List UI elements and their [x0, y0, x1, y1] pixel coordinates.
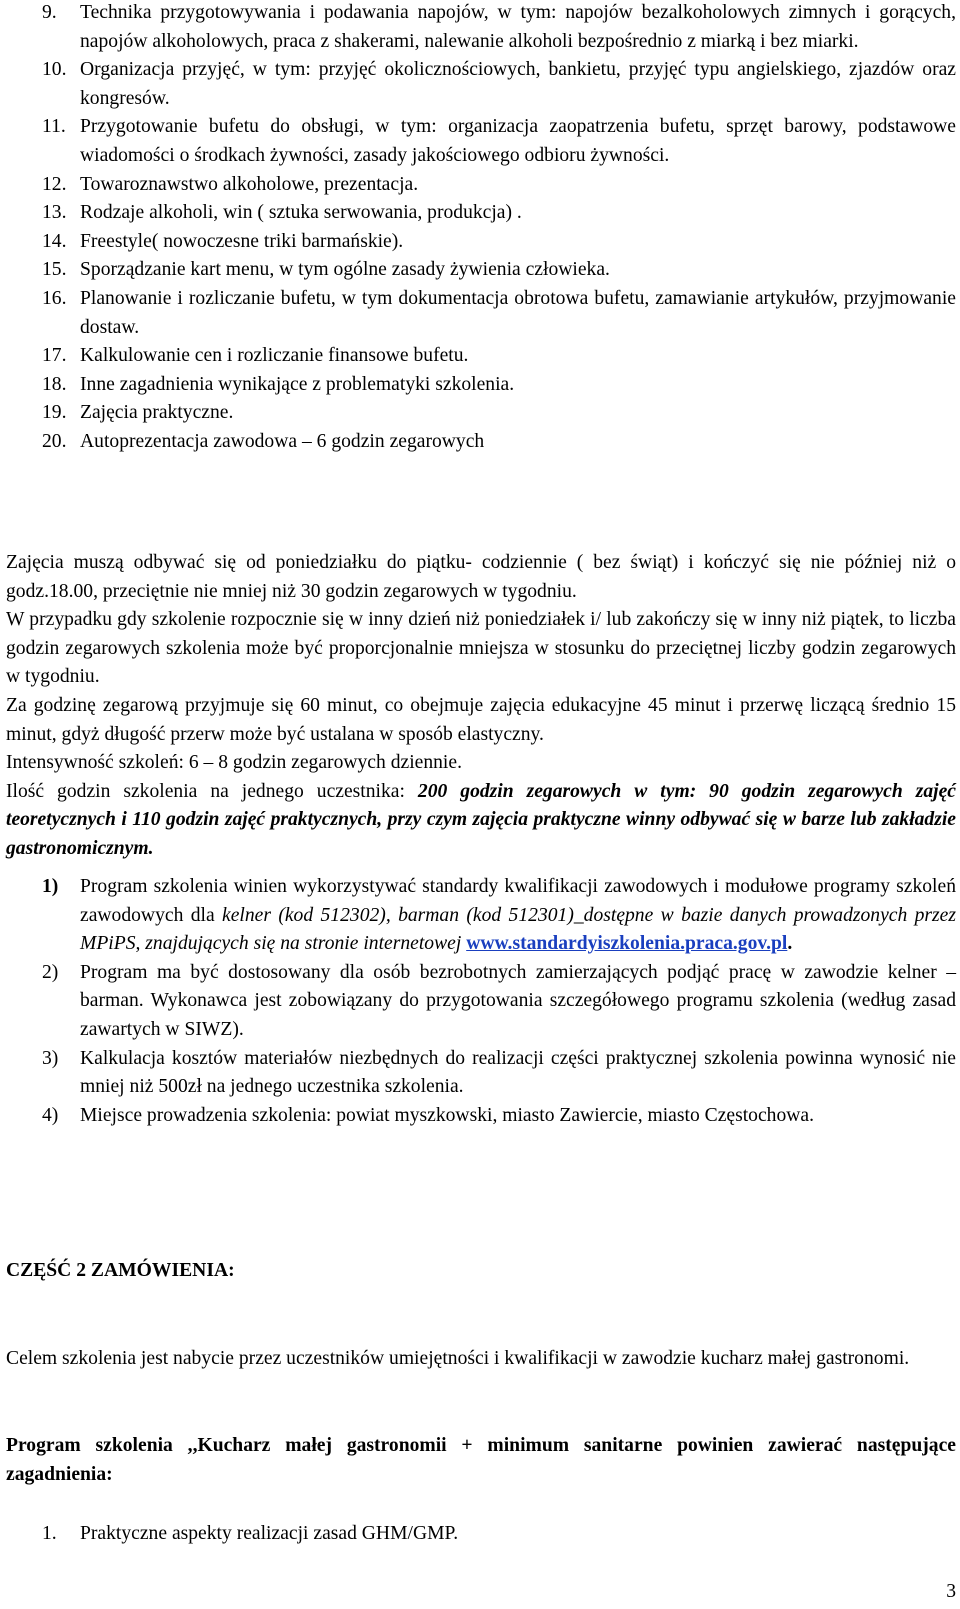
hour-definition-paragraph: Za godzinę zegarową przyjmuje się 60 minut, co obejmuje zajęcia edukacyjne 45 minut i przerwę liczącą średnio 15 minut, gdyż długość przerw może być ustalana w sposób elastyczny.: [6, 694, 956, 745]
part2-topic-list: [6, 1520, 956, 1549]
list-item: 15. Sporządzanie kart menu, w tym ogólne zasady żywienia człowieka.: [42, 259, 610, 281]
standards-website-link[interactable]: www.standardyiszkolenia.praca.gov.pl: [466, 933, 788, 955]
conditions-section: [6, 549, 956, 864]
list-item: 14. Freestyle( nowoczesne triki barmańskie).: [42, 230, 404, 252]
page-number: 3: [946, 1581, 956, 1602]
goal-paragraph: Celem szkolenia jest nabycie przez uczestników umiejętności i kwalifikacji w zawodzie kucharz małej gastronomi.: [6, 1348, 910, 1369]
list-item: 11. Przygotowanie bufetu do obsługi, w tym: organizacja zaopatrzenia bufetu, sprzęt barowy, podstawowe wiadomości o środkach żywności, zasady jakościowego odbioru żywności.: [42, 116, 956, 166]
list-item: 4) Miejsce prowadzenia szkolenia: powiat myszkowski, miasto Zawiercie, miasto Częstochowa.: [42, 1104, 815, 1126]
topic-list: [6, 0, 956, 457]
program-heading: Program szkolenia ,,Kucharz małej gastronomii + minimum sanitarne powinien zawierać następujące zagadnienia:: [6, 1435, 956, 1485]
hours-bold-text: 200 godzin zegarowych w tym: 90 godzin zegarowych zajęć teoretycznych i 110 godzin zajęć praktycznych, przy czym zajęcia praktyczne winny odbywać się w barze lub zakładzie gastronomicznym.: [6, 780, 957, 859]
list-item: 1) Program szkolenia winien wykorzystywać standardy kwalifikacji zawodowych i modułowe programy szkoleń zawodowych dla kelner (kod 512302), barman (kod 512301)_dostępne w bazie danych prowadzonych przez MPiPS, znajdujących się na stronie internetowej www.standardyiszkolenia.praca.gov.pl.: [42, 876, 957, 955]
list-item: 12. Towaroznawstwo alkoholowe, prezentacja.: [42, 173, 419, 195]
list-item: 1. Praktyczne aspekty realizacji zasad GHM/GMP.: [42, 1523, 459, 1544]
list-item: 2) Program ma być dostosowany dla osób bezrobotnych zamierzających podjąć pracę w zawodzie kelner – barman. Wykonawca jest zobowiązany do przygotowania szczegółowego programu szkolenia (według zasad zawartych w SIWZ).: [42, 961, 956, 1040]
list-item: 3) Kalkulacja kosztów materiałów niezbędnych do realizacji części praktycznej szkolenia powinna wynosić nie mniej niż 500zł na jednego uczestnika szkolenia.: [42, 1047, 956, 1098]
list-item: 18. Inne zagadnienia wynikające z problematyki szkolenia.: [42, 373, 515, 395]
shift-paragraph: W przypadku gdy szkolenie rozpocznie się w inny dzień niż poniedziałek i/ lub zakończy się w inny niż piątek, to liczba godzin zegarowych szkolenia może być proporcjonalnie mniejsza w stosunku do przeciętnej liczby godzin zegarowych w tygodniu.: [6, 609, 956, 688]
intensity-paragraph: Intensywność szkoleń: 6 – 8 godzin zegarowych dziennie.: [6, 752, 462, 774]
schedule-paragraph: Zajęcia muszą odbywać się od poniedziałku do piątku- codziennie ( bez świąt) i kończyć się nie później niż o godz.18.00, przeciętnie nie mniej niż 30 godzin zegarowych w tygodniu.: [6, 552, 956, 602]
list-item: 16. Planowanie i rozliczanie bufetu, w tym dokumentacja obrotowa bufetu, zamawianie artykułów, przyjmowanie dostaw.: [42, 287, 956, 338]
list-item: 13. Rodzaje alkoholi, win ( sztuka serwowania, produkcja) .: [42, 202, 522, 224]
hours-paragraph: Ilość godzin szkolenia na jednego uczestnika: 200 godzin zegarowych w tym: 90 godzin zegarowych zajęć teoretycznych i 110 godzin zajęć praktycznych, przy czym zajęcia praktyczne winny odbywać się w barze lub zakładzie gastronomicznym.: [6, 780, 957, 859]
list-item: 17. Kalkulowanie cen i rozliczanie finansowe bufetu.: [42, 345, 469, 367]
requirements-list: [6, 873, 956, 1130]
section-heading: CZĘŚĆ 2 ZAMÓWIENIA:: [6, 1260, 235, 1281]
list-item: 19. Zajęcia praktyczne.: [42, 402, 234, 424]
list-item: 9. Technika przygotowywania i podawania napojów, w tym: napojów bezalkoholowych zimnych i gorących, napojów alkoholowych, praca z shakerami, nalewanie alkoholi bezpośrednio z miarką i bez miarki.: [42, 2, 956, 52]
list-item: 20. Autoprezentacja zawodowa – 6 godzin zegarowych: [42, 430, 485, 452]
list-item: 10. Organizacja przyjęć, w tym: przyjęć okolicznościowych, bankietu, przyjęć typu angielskiego, zjazdów oraz kongresów.: [42, 59, 956, 109]
